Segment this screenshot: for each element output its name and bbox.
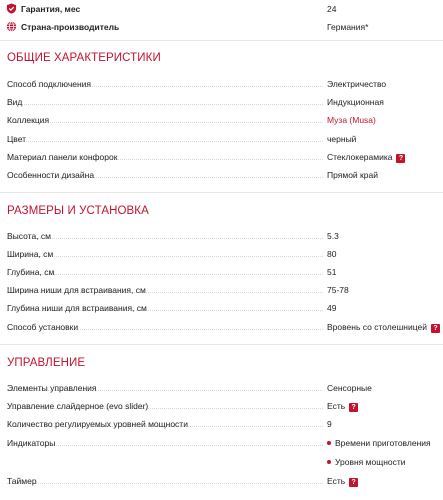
spec-label: Цвет: [7, 134, 27, 144]
spec-value: Есть: [327, 476, 346, 486]
spec-value: Уровня мощности: [335, 457, 406, 467]
indicator-item: [327, 434, 431, 452]
spec-row: [0, 299, 443, 317]
spec-label: Индикаторы: [7, 438, 56, 448]
spec-row-continuation: [0, 453, 443, 471]
spec-label: Особенности дизайна: [7, 170, 95, 180]
spec-row: [0, 111, 443, 129]
spec-value: 80: [327, 249, 337, 259]
spec-label: Коллекция: [7, 115, 50, 125]
spec-row: [0, 472, 443, 490]
spec-label: Способ установки: [7, 322, 79, 332]
bullet-icon: [327, 441, 331, 445]
spec-row: [0, 245, 443, 263]
spec-value: Есть: [327, 401, 346, 411]
spec-label: Страна-производитель: [21, 22, 120, 32]
spec-row-country: [0, 18, 443, 36]
spec-row: [0, 281, 443, 299]
globe-icon: [6, 21, 17, 32]
spec-row: [0, 263, 443, 281]
spec-value: Вровень со столешницей: [327, 322, 427, 332]
help-icon[interactable]: ?: [349, 478, 358, 487]
spec-value-wrap: [327, 472, 358, 490]
help-icon[interactable]: ?: [431, 324, 440, 333]
spec-label: Высота, см: [7, 231, 52, 241]
spec-label: Гарантия, мес: [21, 4, 81, 14]
spec-value-wrap: [327, 148, 405, 166]
spec-label: Элементы управления: [7, 383, 97, 393]
shield-check-icon: [6, 3, 17, 14]
spec-value: 5.3: [327, 231, 339, 241]
spec-row: [0, 318, 443, 336]
spec-value: Прямой край: [327, 170, 378, 180]
spec-label: Способ подключения: [7, 79, 92, 89]
spec-value: Германия*: [327, 22, 369, 32]
spec-row: [0, 75, 443, 93]
indicator-item: [327, 453, 406, 471]
help-icon[interactable]: ?: [349, 403, 358, 412]
spec-label: Ширина ниши для встраивания, см: [7, 285, 146, 295]
spec-value: черный: [327, 134, 357, 144]
spec-row: [0, 434, 443, 452]
spec-row: [0, 93, 443, 111]
spec-row: [0, 415, 443, 433]
spec-label: Количество регулируемых уровней мощности: [7, 419, 188, 429]
spec-value: 75-78: [327, 285, 349, 295]
spec-value: Индукционная: [327, 97, 384, 107]
section-title-dimensions: РАЗМЕРЫ И УСТАНОВКА: [7, 205, 149, 217]
spec-row-warranty: [0, 0, 443, 18]
section-divider: [0, 40, 443, 41]
spec-label: Глубина ниши для встраивания, см: [7, 303, 147, 313]
spec-label: Глубина, см: [7, 267, 55, 277]
spec-label: Управление слайдерное (evo slider): [7, 401, 149, 411]
collection-link[interactable]: Муза (Musa): [327, 115, 376, 125]
spec-value: 51: [327, 267, 337, 277]
spec-row: [0, 379, 443, 397]
section-divider: [0, 344, 443, 345]
spec-value-wrap: [327, 397, 358, 415]
spec-value: 49: [327, 303, 337, 313]
spec-value: 24: [327, 4, 337, 14]
spec-value: Времени приготовления: [335, 438, 431, 448]
bullet-icon: [327, 460, 331, 464]
spec-label: Материал панели конфорок: [7, 152, 118, 162]
spec-row: [0, 148, 443, 166]
spec-value: 9: [327, 419, 332, 429]
section-title-controls: УПРАВЛЕНИЕ: [7, 357, 86, 369]
spec-value-wrap: [327, 318, 440, 336]
spec-label: Таймер: [7, 476, 37, 486]
spec-label: Ширина, см: [7, 249, 54, 259]
spec-row: [0, 397, 443, 415]
section-divider: [0, 192, 443, 193]
spec-row: [0, 166, 443, 184]
section-title-general: ОБЩИЕ ХАРАКТЕРИСТИКИ: [7, 52, 161, 64]
spec-row: [0, 130, 443, 148]
spec-label: Вид: [7, 97, 23, 107]
spec-value: Электричество: [327, 79, 387, 89]
spec-row: [0, 227, 443, 245]
spec-value: Стеклокерамика: [327, 152, 393, 162]
spec-value: Сенсорные: [327, 383, 372, 393]
help-icon[interactable]: ?: [396, 154, 405, 163]
